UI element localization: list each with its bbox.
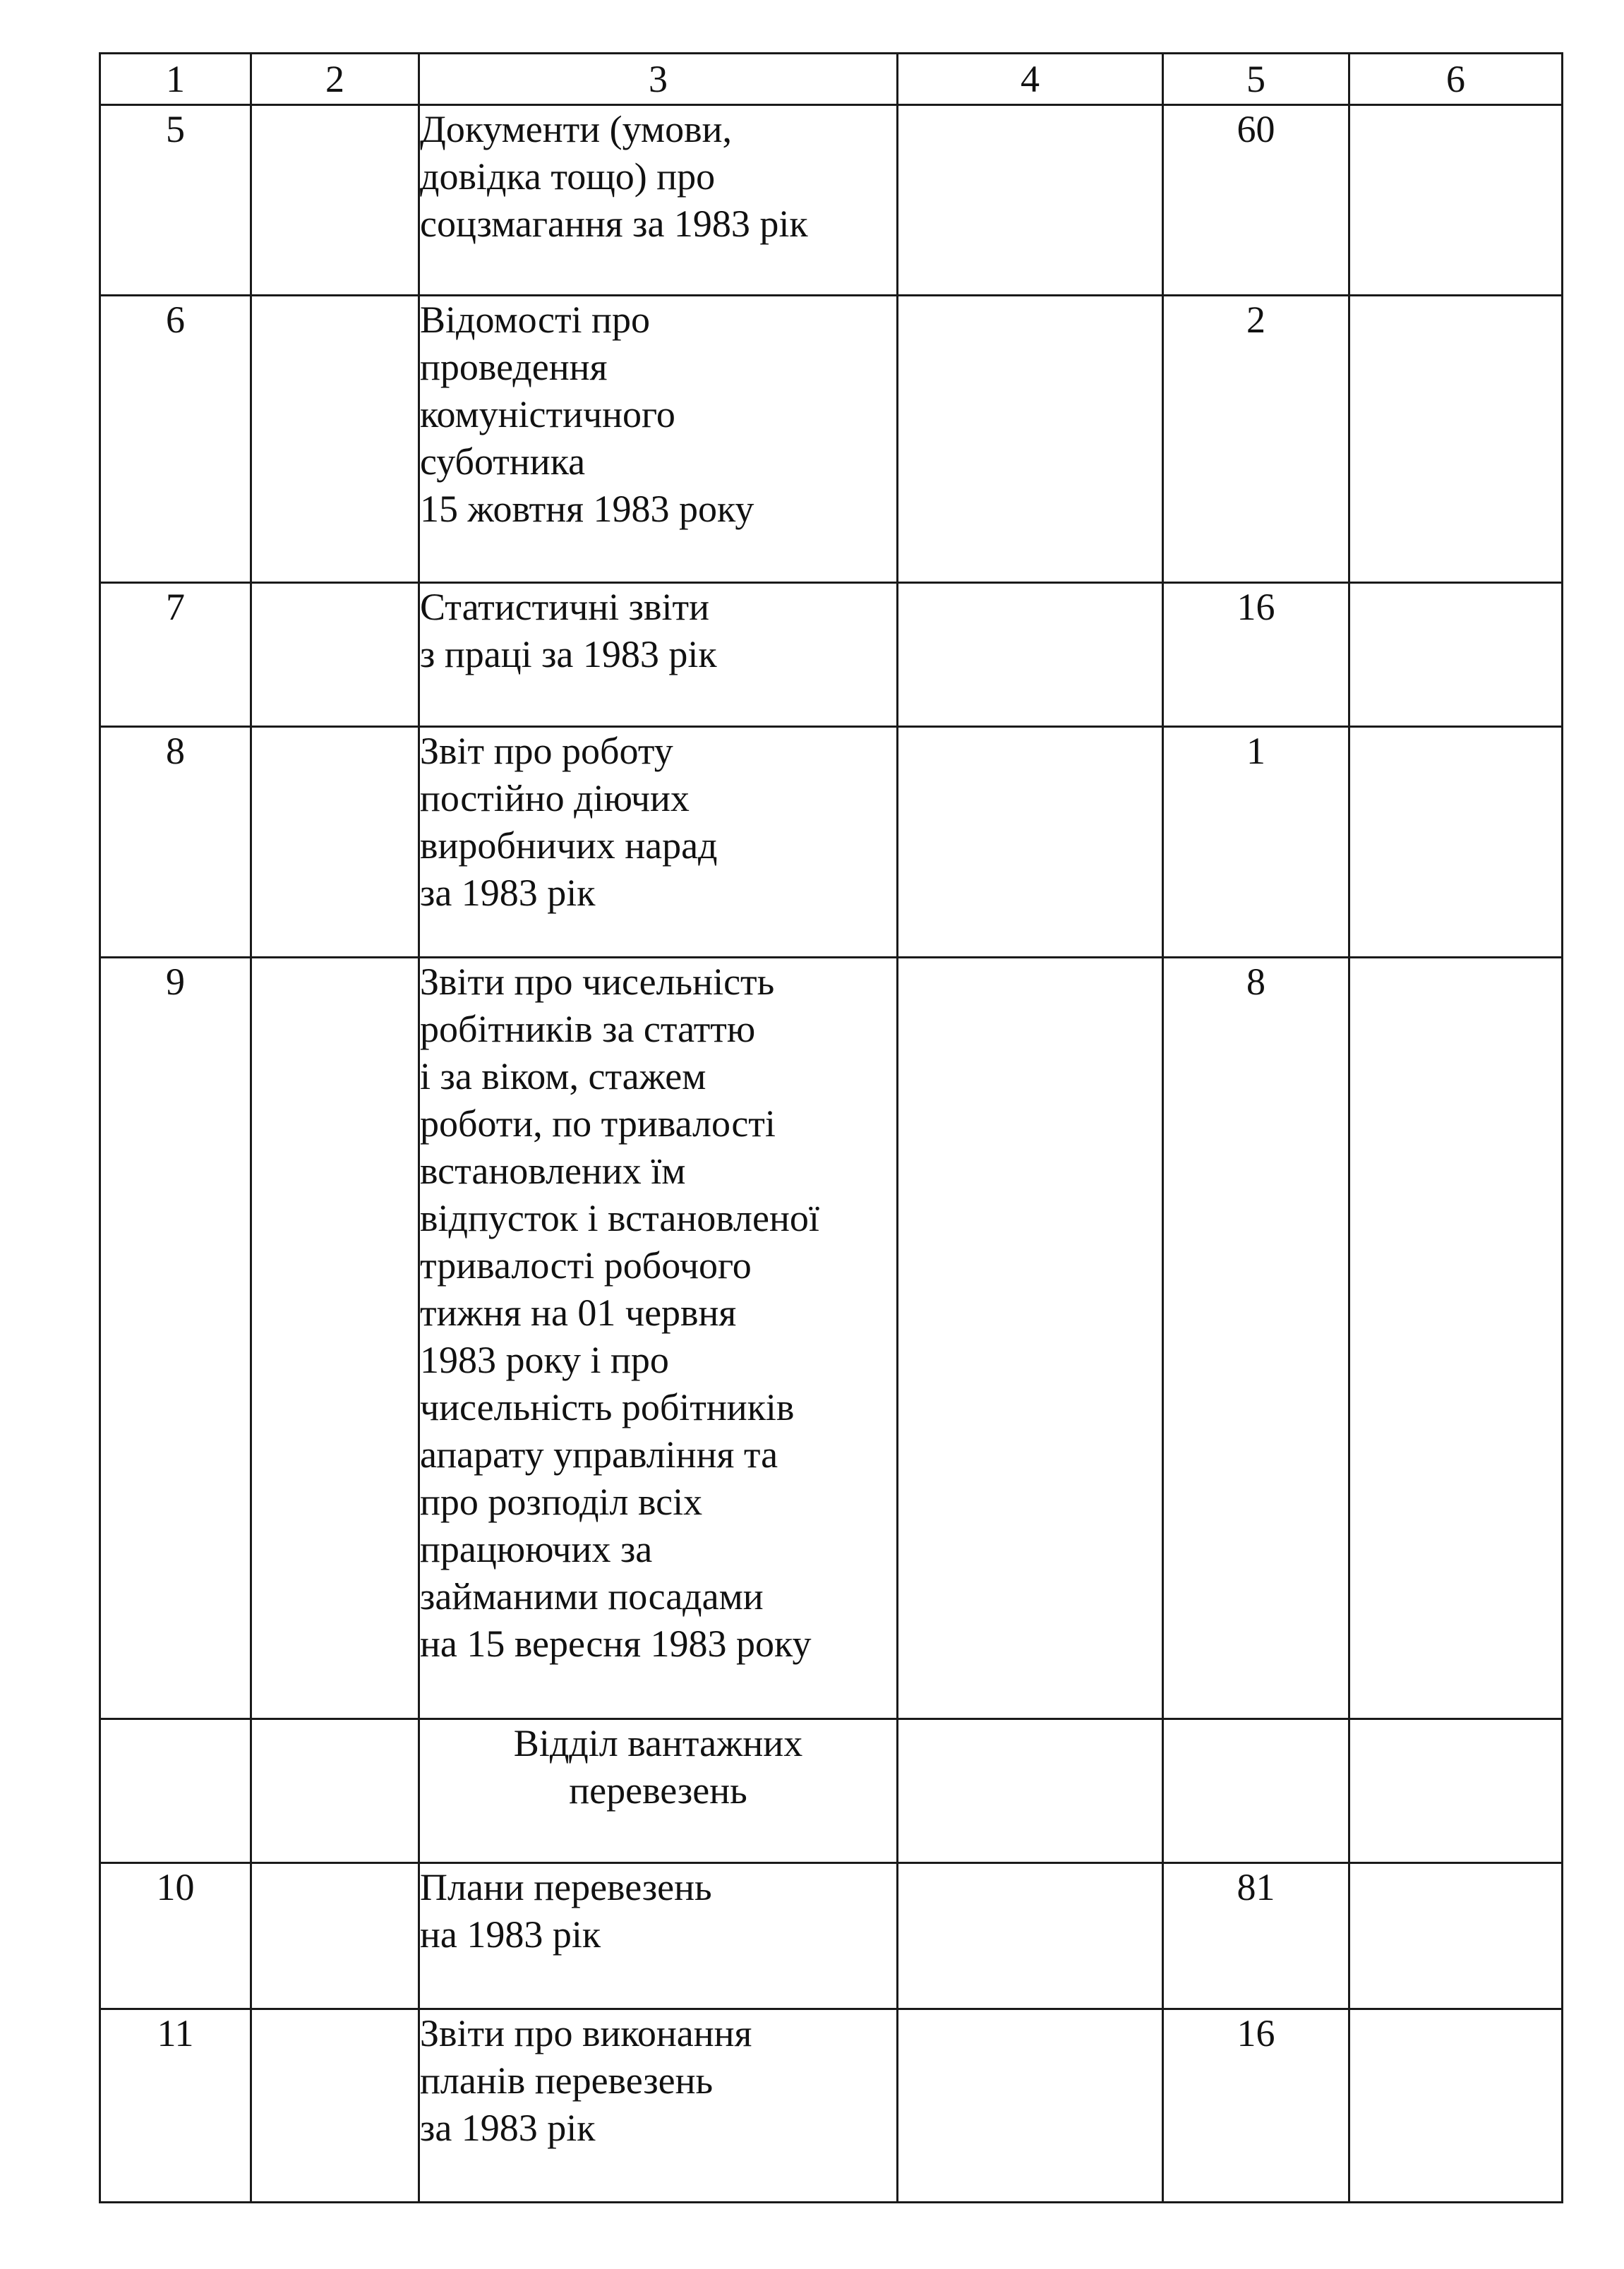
column-number-4: 4	[898, 54, 1163, 105]
table-row	[100, 958, 1563, 1719]
title-line: тривалості робочого	[420, 1244, 752, 1287]
item-title	[419, 583, 898, 727]
item-count: 81	[1163, 1863, 1349, 2009]
column-4-cell	[898, 958, 1163, 1719]
item-count: 8	[1163, 958, 1349, 1719]
column-6-cell	[1349, 105, 1563, 296]
item-count: 16	[1163, 2009, 1349, 2203]
title-line: займаними посадами	[420, 1575, 764, 1618]
column-4-cell	[898, 2009, 1163, 2203]
column-number-6: 6	[1349, 54, 1563, 105]
title-line: Відділ вантажних	[513, 1722, 803, 1764]
table-row	[100, 1863, 1563, 2009]
title-line: проведення	[420, 346, 608, 388]
column-6-cell	[1349, 1863, 1563, 2009]
empty-cell	[1349, 1719, 1563, 1863]
empty-cell	[251, 1719, 419, 1863]
item-count: 2	[1163, 296, 1349, 583]
item-title	[419, 958, 898, 1719]
item-number: 11	[100, 2009, 251, 2203]
title-line: тижня на 01 червня	[420, 1292, 737, 1334]
column-4-cell	[898, 727, 1163, 958]
title-line: комуністичного	[420, 393, 675, 435]
title-line: і за віком, стажем	[420, 1055, 706, 1097]
title-line: Звіт про роботу	[420, 730, 673, 772]
item-number: 8	[100, 727, 251, 958]
title-line: працюючих за	[420, 1528, 653, 1570]
empty-cell	[898, 1719, 1163, 1863]
item-title	[419, 296, 898, 583]
title-line: з праці за 1983 рік	[420, 633, 717, 675]
title-line: на 1983 рік	[420, 1913, 601, 1956]
title-line: довідка тощо) про	[420, 155, 716, 198]
column-4-cell	[898, 1863, 1163, 2009]
table-row	[100, 727, 1563, 958]
title-line: планів перевезень	[420, 2059, 714, 2102]
title-line: відпусток і встановленої	[420, 1197, 819, 1239]
table-row	[100, 296, 1563, 583]
table-row	[100, 583, 1563, 727]
item-title	[419, 2009, 898, 2203]
item-title	[419, 105, 898, 296]
file-register-table	[99, 52, 1563, 2203]
title-line: Звіти про виконання	[420, 2012, 752, 2054]
column-number-2: 2	[251, 54, 419, 105]
column-4-cell	[898, 583, 1163, 727]
title-line: постійно діючих	[420, 777, 690, 819]
item-number: 6	[100, 296, 251, 583]
title-line: суботника	[420, 440, 586, 483]
item-number: 9	[100, 958, 251, 1719]
title-line: Статистичні звіти	[420, 586, 709, 628]
column-4-cell	[898, 105, 1163, 296]
column-number-3: 3	[419, 54, 898, 105]
column-2-cell	[251, 1863, 419, 2009]
column-6-cell	[1349, 296, 1563, 583]
title-line: Відомості про	[420, 299, 650, 341]
empty-cell	[1163, 1719, 1349, 1863]
title-line: про розподіл всіх	[420, 1481, 703, 1523]
column-2-cell	[251, 727, 419, 958]
title-line: встановлених їм	[420, 1150, 686, 1192]
column-2-cell	[251, 296, 419, 583]
title-line: роботи, по тривалості	[420, 1102, 776, 1145]
item-count: 60	[1163, 105, 1349, 296]
title-line: перевезень	[569, 1769, 747, 1812]
item-title	[419, 727, 898, 958]
title-line: за 1983 рік	[420, 2107, 596, 2149]
column-6-cell	[1349, 583, 1563, 727]
title-line: Звіти про чисельність	[420, 961, 775, 1003]
column-number-row	[100, 54, 1563, 105]
title-line: соцзмагання за 1983 рік	[420, 203, 808, 245]
title-line: апарату управління та	[420, 1433, 778, 1476]
title-line: Плани перевезень	[420, 1866, 712, 1908]
column-2-cell	[251, 2009, 419, 2203]
item-number: 7	[100, 583, 251, 727]
item-number: 10	[100, 1863, 251, 2009]
table-row	[100, 2009, 1563, 2203]
column-4-cell	[898, 296, 1163, 583]
item-number: 5	[100, 105, 251, 296]
empty-cell	[100, 1719, 251, 1863]
title-line: за 1983 рік	[420, 872, 596, 914]
section-heading	[419, 1719, 898, 1863]
item-count: 16	[1163, 583, 1349, 727]
title-line: виробничих нарад	[420, 824, 718, 867]
column-6-cell	[1349, 958, 1563, 1719]
column-number-1: 1	[100, 54, 251, 105]
title-line: 15 жовтня 1983 року	[420, 488, 754, 530]
title-line: 1983 року і про	[420, 1339, 669, 1381]
column-6-cell	[1349, 727, 1563, 958]
column-2-cell	[251, 958, 419, 1719]
title-line: Документи (умови,	[420, 108, 732, 150]
title-line: чисельність робітників	[420, 1386, 795, 1428]
title-line: на 15 вересня 1983 року	[420, 1623, 812, 1665]
section-row	[100, 1719, 1563, 1863]
column-2-cell	[251, 583, 419, 727]
register-body	[100, 105, 1563, 2203]
column-number-5: 5	[1163, 54, 1349, 105]
item-title	[419, 1863, 898, 2009]
title-line: робітників за статтю	[420, 1008, 756, 1050]
table-row	[100, 105, 1563, 296]
column-6-cell	[1349, 2009, 1563, 2203]
column-2-cell	[251, 105, 419, 296]
item-count: 1	[1163, 727, 1349, 958]
